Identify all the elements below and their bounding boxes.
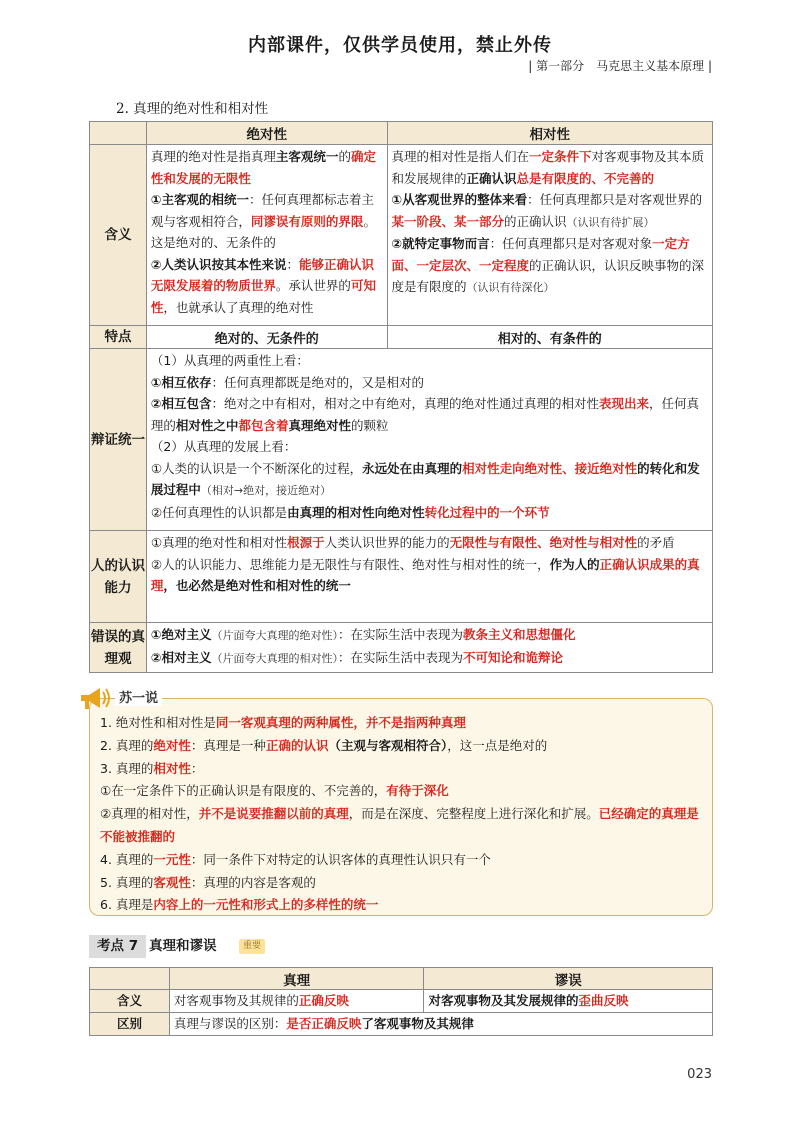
col-header-absolute: 绝对性	[146, 122, 387, 145]
knowledge-point-title: 真理和谬误	[149, 938, 217, 954]
knowledge-point-header	[89, 935, 713, 958]
knowledge-point-badge: 考点 7	[89, 935, 146, 958]
row-header-kp-meaning: 含义	[90, 990, 170, 1013]
note-lines: 1. 绝对性和相对性是同一客观真理的两种属性，并不是指两种真理 2. 真理的绝对性：真理是一种正确的认识（主观与客观相符合），这一点是绝对的 3. 真理的相对性： ①在一定条件下的正确认识是有限度的、不完善的，有待于深化 ②真理的相对性，并不是说要推翻以前的真理，而是在深度、完整程度上进行深化和扩展。已经确定的真理是不能被推翻的 4. 真理的一元性：同一条件下对特定的认识客体的真理性认识只有一个 5. 真理的客观性：真理的内容是客观的 6. 真理是内容上的一元性和形式上的多样性的统一	[100, 715, 699, 913]
kp-table-corner	[90, 968, 170, 990]
page-header-title: 内部课件，仅供学员使用，禁止外传	[248, 35, 552, 56]
feature-relative: 相对的、有条件的	[387, 326, 712, 349]
row-header-feature: 特点	[90, 326, 147, 349]
row-header-ability: 人的认识能力	[90, 531, 147, 623]
important-tag: 重要	[239, 939, 265, 954]
row-header-kp-difference: 区别	[90, 1013, 170, 1036]
wrong-view-cell: ①绝对主义（片面夸大真理的绝对性）：在实际生活中表现为教条主义和思想僵化 ②相对主义（片面夸大真理的相对性）：在实际生活中表现为不可知论和诡辩论	[146, 623, 712, 673]
page-header-section: | 第一部分 马克思主义基本原理 |	[528, 59, 712, 73]
meaning-relative-cell: 真理的相对性是指人们在一定条件下对客观事物及其本质和发展规律的正确认识总是有限度的、不完善的 ①从客观世界的整体来看：任何真理都只是对客观世界的某一阶段、某一部分的正确认识（认识有待扩展） ②就特定事物而言：任何真理都只是对客观对象一定方面、一定层次、一定程度的正确认识，认识反映事物的深度是有限度的（认识有待深化）	[387, 145, 712, 326]
row-header-dialectic: 辩证统一	[90, 349, 147, 531]
difference-cell: 真理与谬误的区别：是否正确反映了客观事物及其规律	[169, 1013, 712, 1036]
truth-meaning: 对客观事物及其规律的正确反映	[169, 990, 424, 1013]
error-meaning: 对客观事物及其发展规律的歪曲反映	[424, 990, 713, 1013]
page-number: 023	[687, 1067, 712, 1082]
ability-cell: ①真理的绝对性和相对性根源于人类认识世界的能力的无限性与有限性、绝对性与相对性的矛盾 ②人的认识能力、思维能力是无限性与有限性、绝对性与相对性的统一，作为人的正确认识成果的真理，也必然是绝对性和相对性的统一	[146, 531, 712, 623]
meaning-absolute-cell: 真理的绝对性是指真理主客观统一的确定性和发展的无限性 ①主客观的相统一：任何真理都标志着主观与客观相符合，同谬误有原则的界限。这是绝对的、无条件的 ②人类认识按其本性来说：能够正确认识无限发展着的物质世界。承认世界的可知性，也就承认了真理的绝对性	[146, 145, 387, 326]
feature-absolute: 绝对的、无条件的	[146, 326, 387, 349]
note-title: 苏一说	[115, 687, 162, 706]
section-title: 2. 真理的绝对性和相对性	[116, 101, 269, 117]
row-header-meaning: 含义	[90, 145, 147, 326]
col-header-relative: 相对性	[387, 122, 712, 145]
table-corner	[90, 122, 147, 145]
dialectic-cell: （1）从真理的两重性上看： ①相互依存：任何真理都既是绝对的，又是相对的 ②相互包含：绝对之中有相对，相对之中有绝对，真理的绝对性通过真理的相对性表现出来，任何真理的相对性之中都包含着真理绝对性的颗粒 （2）从真理的发展上看： ①人类的认识是一个不断深化的过程，永远处在由真理的相对性走向绝对性、接近绝对性的转化和发展过程中（相对→绝对，接近绝对） ②任何真理性的认识都是由真理的相对性向绝对性转化过程中的一个环节	[146, 349, 712, 531]
absolute-relative-table	[89, 121, 713, 673]
col-header-truth: 真理	[169, 968, 424, 990]
megaphone-icon	[78, 683, 112, 713]
col-header-error: 谬误	[424, 968, 713, 990]
truth-error-table	[89, 967, 713, 1036]
row-header-wrong-view: 错误的真理观	[90, 623, 147, 673]
